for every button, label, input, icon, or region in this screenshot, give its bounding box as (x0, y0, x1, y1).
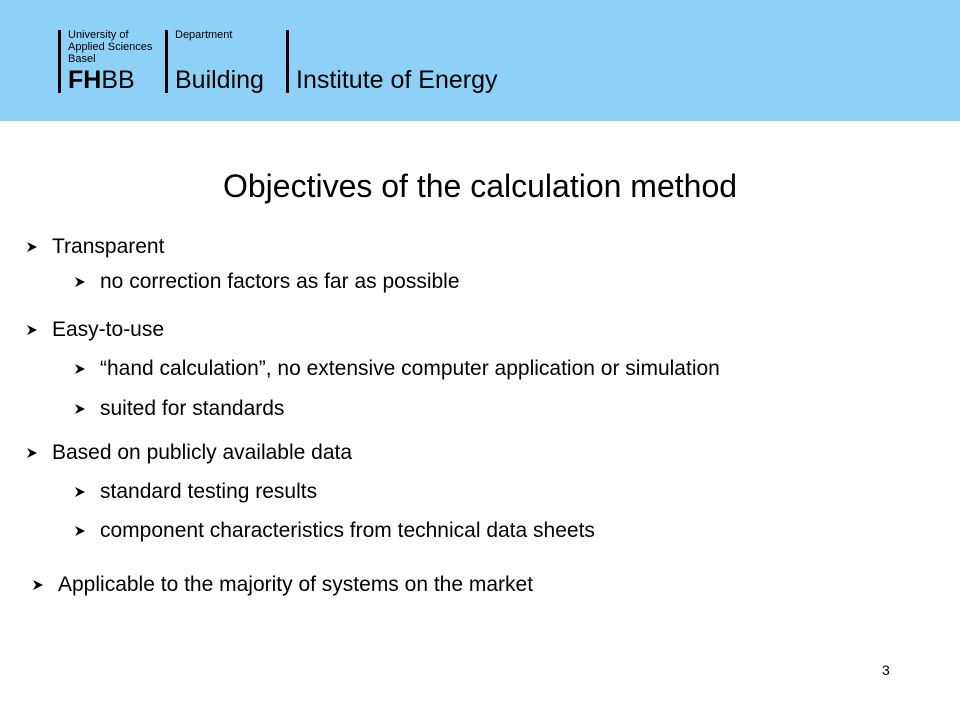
bullet-item (26, 235, 164, 259)
school-logo-bold: FH (68, 66, 102, 94)
sub-bullet-text: “hand calculation”, no extensive computer application or simulation (100, 357, 720, 380)
school-logo-rest: BB (101, 66, 135, 94)
arrow-bullet-icon (74, 276, 86, 288)
university-line-3: Basel (68, 53, 96, 65)
university-line-2: Applied Sciences (68, 41, 153, 53)
arrow-bullet-icon (74, 403, 86, 415)
logo-divider-1 (58, 30, 61, 93)
sub-bullet-item (74, 480, 317, 504)
sub-bullet-item (74, 519, 595, 543)
institute-name: Institute of Energy (296, 66, 498, 94)
school-logo (68, 66, 135, 94)
bullet-text: Easy-to-use (52, 318, 165, 341)
university-line-1: University of (68, 29, 129, 41)
sub-bullet-item (74, 357, 720, 381)
sub-bullet-text: suited for standards (100, 397, 285, 420)
bullet-text: Based on publicly available data (52, 441, 353, 464)
bullet-item (26, 318, 164, 342)
bullet-item (32, 573, 533, 597)
bullet-text: Transparent (52, 235, 165, 258)
arrow-bullet-icon (74, 525, 86, 537)
header-banner (0, 0, 960, 121)
arrow-bullet-icon (32, 579, 44, 591)
bullet-item (26, 441, 352, 465)
logo-divider-3 (286, 30, 289, 93)
sub-bullet-text: standard testing results (100, 480, 318, 503)
arrow-bullet-icon (74, 363, 86, 375)
slide-title: Objectives of the calculation method (222, 168, 738, 204)
department-name: Building (175, 66, 264, 94)
arrow-bullet-icon (26, 324, 38, 336)
arrow-bullet-icon (26, 447, 38, 459)
sub-bullet-item (74, 397, 284, 421)
page-number: 3 (882, 662, 890, 678)
sub-bullet-text: component characteristics from technical data sheets (100, 519, 595, 542)
sub-bullet-item (74, 270, 460, 294)
department-label: Department (175, 29, 233, 41)
arrow-bullet-icon (74, 486, 86, 498)
logo-divider-2 (165, 30, 168, 93)
sub-bullet-text: no correction factors as far as possible (100, 270, 460, 293)
arrow-bullet-icon (26, 241, 38, 253)
bullet-text: Applicable to the majority of systems on the market (58, 573, 534, 596)
